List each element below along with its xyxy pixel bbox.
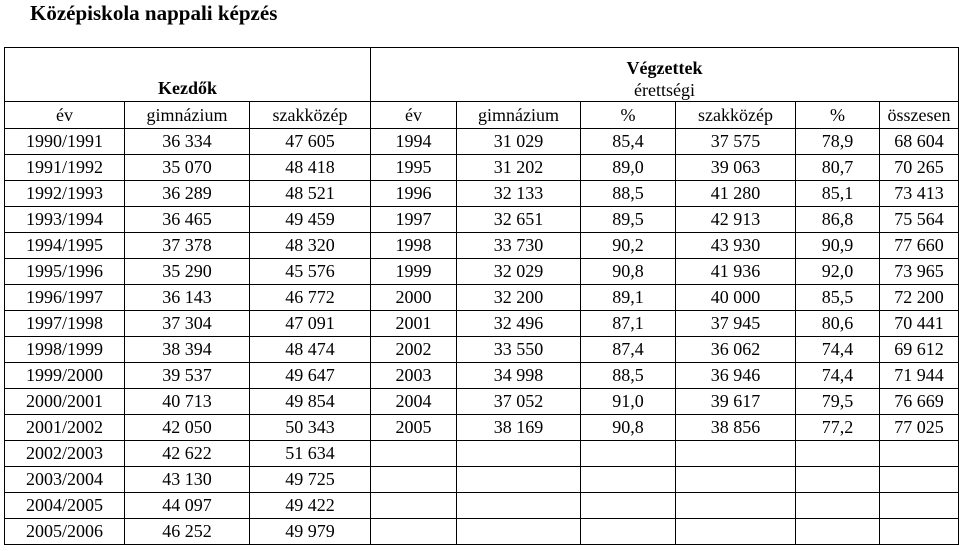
table-cell: 90,2 bbox=[581, 233, 676, 259]
table-cell: 36 143 bbox=[125, 285, 250, 311]
table-cell bbox=[676, 493, 796, 519]
table-cell: 32 029 bbox=[457, 259, 581, 285]
group-header-row bbox=[5, 48, 959, 102]
table-cell bbox=[581, 467, 676, 493]
table-cell: 36 946 bbox=[676, 363, 796, 389]
table-cell: 1995 bbox=[371, 155, 457, 181]
table-cell: 1996/1997 bbox=[5, 285, 125, 311]
column-header: szakközép bbox=[676, 102, 796, 129]
exam-label: érettségi bbox=[634, 80, 695, 100]
table-cell: 2002 bbox=[371, 337, 457, 363]
table-cell: 89,5 bbox=[581, 207, 676, 233]
table-row bbox=[5, 415, 959, 441]
table-row bbox=[5, 441, 959, 467]
table-row bbox=[5, 337, 959, 363]
table-cell: 48 320 bbox=[250, 233, 371, 259]
table-cell: 88,5 bbox=[581, 363, 676, 389]
education-table bbox=[4, 47, 959, 545]
table-cell: 39 617 bbox=[676, 389, 796, 415]
table-cell: 87,4 bbox=[581, 337, 676, 363]
table-cell: 72 200 bbox=[880, 285, 959, 311]
table-cell: 43 130 bbox=[125, 467, 250, 493]
table-cell: 46 772 bbox=[250, 285, 371, 311]
table-cell bbox=[880, 493, 959, 519]
graduated-header bbox=[371, 48, 959, 102]
table-cell: 2000 bbox=[371, 285, 457, 311]
table-cell: 37 378 bbox=[125, 233, 250, 259]
table-cell: 85,4 bbox=[581, 129, 676, 155]
table-cell: 51 634 bbox=[250, 441, 371, 467]
table-cell: 40 713 bbox=[125, 389, 250, 415]
table-row bbox=[5, 233, 959, 259]
table-cell: 77 025 bbox=[880, 415, 959, 441]
table-cell: 49 725 bbox=[250, 467, 371, 493]
table-cell: 36 334 bbox=[125, 129, 250, 155]
table-cell bbox=[796, 519, 880, 545]
table-cell: 38 394 bbox=[125, 337, 250, 363]
table-cell: 37 304 bbox=[125, 311, 250, 337]
table-cell: 2002/2003 bbox=[5, 441, 125, 467]
table-row bbox=[5, 207, 959, 233]
table-cell bbox=[796, 467, 880, 493]
table-cell: 32 133 bbox=[457, 181, 581, 207]
table-cell: 1997/1998 bbox=[5, 311, 125, 337]
table-cell: 1990/1991 bbox=[5, 129, 125, 155]
table-cell: 2004/2005 bbox=[5, 493, 125, 519]
table-cell bbox=[581, 493, 676, 519]
table-cell bbox=[457, 441, 581, 467]
table-row bbox=[5, 129, 959, 155]
table-cell: 91,0 bbox=[581, 389, 676, 415]
column-header: év bbox=[371, 102, 457, 129]
table-cell: 48 521 bbox=[250, 181, 371, 207]
table-cell: 78,9 bbox=[796, 129, 880, 155]
table-cell: 1994/1995 bbox=[5, 233, 125, 259]
table-cell bbox=[880, 519, 959, 545]
table-cell: 42 913 bbox=[676, 207, 796, 233]
table-cell: 2003 bbox=[371, 363, 457, 389]
table-cell: 37 052 bbox=[457, 389, 581, 415]
table-cell: 1998/1999 bbox=[5, 337, 125, 363]
table-cell: 40 000 bbox=[676, 285, 796, 311]
table-cell: 49 459 bbox=[250, 207, 371, 233]
table-cell: 41 936 bbox=[676, 259, 796, 285]
table-cell: 33 550 bbox=[457, 337, 581, 363]
table-cell: 74,4 bbox=[796, 363, 880, 389]
table-cell: 70 265 bbox=[880, 155, 959, 181]
table-cell: 1991/1992 bbox=[5, 155, 125, 181]
table-cell bbox=[457, 467, 581, 493]
table-cell: 1993/1994 bbox=[5, 207, 125, 233]
table-cell: 77,2 bbox=[796, 415, 880, 441]
table-cell: 80,6 bbox=[796, 311, 880, 337]
table-cell: 92,0 bbox=[796, 259, 880, 285]
table-cell: 36 062 bbox=[676, 337, 796, 363]
table-cell: 89,1 bbox=[581, 285, 676, 311]
table-cell: 43 930 bbox=[676, 233, 796, 259]
table-cell: 32 200 bbox=[457, 285, 581, 311]
table-cell: 75 564 bbox=[880, 207, 959, 233]
page-title: Középiskola nappali képzés bbox=[30, 1, 278, 25]
table-cell: 2005/2006 bbox=[5, 519, 125, 545]
table-row bbox=[5, 285, 959, 311]
table-cell: 38 169 bbox=[457, 415, 581, 441]
table-cell: 2003/2004 bbox=[5, 467, 125, 493]
table-cell bbox=[457, 519, 581, 545]
table-cell: 1996 bbox=[371, 181, 457, 207]
table-cell: 71 944 bbox=[880, 363, 959, 389]
column-header: % bbox=[796, 102, 880, 129]
table-cell: 47 605 bbox=[250, 129, 371, 155]
table-cell: 1997 bbox=[371, 207, 457, 233]
table-cell: 48 474 bbox=[250, 337, 371, 363]
table-cell: 42 622 bbox=[125, 441, 250, 467]
table-cell bbox=[371, 441, 457, 467]
table-cell bbox=[676, 519, 796, 545]
table-cell: 90,9 bbox=[796, 233, 880, 259]
table-cell: 80,7 bbox=[796, 155, 880, 181]
table-cell: 86,8 bbox=[796, 207, 880, 233]
table-cell: 44 097 bbox=[125, 493, 250, 519]
table-cell: 89,0 bbox=[581, 155, 676, 181]
table-cell bbox=[581, 441, 676, 467]
table-row bbox=[5, 181, 959, 207]
column-header: szakközép bbox=[250, 102, 371, 129]
table-row bbox=[5, 493, 959, 519]
table-cell: 39 063 bbox=[676, 155, 796, 181]
table-cell: 38 856 bbox=[676, 415, 796, 441]
table-cell bbox=[581, 519, 676, 545]
table-cell: 46 252 bbox=[125, 519, 250, 545]
table-cell bbox=[457, 493, 581, 519]
starters-header: Kezdők bbox=[5, 48, 371, 102]
table-row bbox=[5, 363, 959, 389]
table-cell bbox=[371, 467, 457, 493]
table-cell: 35 290 bbox=[125, 259, 250, 285]
table-cell: 87,1 bbox=[581, 311, 676, 337]
table-cell: 90,8 bbox=[581, 415, 676, 441]
table-row bbox=[5, 259, 959, 285]
table-cell: 2001/2002 bbox=[5, 415, 125, 441]
table-cell bbox=[796, 493, 880, 519]
table-cell: 1998 bbox=[371, 233, 457, 259]
table-cell: 74,4 bbox=[796, 337, 880, 363]
column-header: gimnázium bbox=[457, 102, 581, 129]
table-cell bbox=[676, 441, 796, 467]
table-cell: 77 660 bbox=[880, 233, 959, 259]
table-cell: 39 537 bbox=[125, 363, 250, 389]
table-cell: 49 647 bbox=[250, 363, 371, 389]
table-cell: 88,5 bbox=[581, 181, 676, 207]
table-cell: 79,5 bbox=[796, 389, 880, 415]
column-header: összesen bbox=[880, 102, 959, 129]
table-cell: 70 441 bbox=[880, 311, 959, 337]
table-cell: 37 575 bbox=[676, 129, 796, 155]
table-cell: 1992/1993 bbox=[5, 181, 125, 207]
table-cell: 31 202 bbox=[457, 155, 581, 181]
column-header: % bbox=[581, 102, 676, 129]
table-cell bbox=[880, 441, 959, 467]
table-cell: 34 998 bbox=[457, 363, 581, 389]
table-cell bbox=[796, 441, 880, 467]
table-cell bbox=[371, 519, 457, 545]
table-row bbox=[5, 389, 959, 415]
table-cell: 90,8 bbox=[581, 259, 676, 285]
table-cell: 41 280 bbox=[676, 181, 796, 207]
table-cell: 2001 bbox=[371, 311, 457, 337]
table-cell bbox=[676, 467, 796, 493]
table-row bbox=[5, 467, 959, 493]
table-cell: 35 070 bbox=[125, 155, 250, 181]
table-cell: 45 576 bbox=[250, 259, 371, 285]
table-cell: 1995/1996 bbox=[5, 259, 125, 285]
table-cell: 69 612 bbox=[880, 337, 959, 363]
table-cell: 49 422 bbox=[250, 493, 371, 519]
table-cell: 47 091 bbox=[250, 311, 371, 337]
table-cell: 36 465 bbox=[125, 207, 250, 233]
table-cell: 1999 bbox=[371, 259, 457, 285]
table-cell: 1999/2000 bbox=[5, 363, 125, 389]
table-cell: 48 418 bbox=[250, 155, 371, 181]
table-row bbox=[5, 311, 959, 337]
table-row bbox=[5, 155, 959, 181]
graduated-label: Végzettek bbox=[626, 58, 703, 78]
table-cell bbox=[880, 467, 959, 493]
table-cell: 68 604 bbox=[880, 129, 959, 155]
table-cell: 32 496 bbox=[457, 311, 581, 337]
table-row bbox=[5, 519, 959, 545]
table-cell: 33 730 bbox=[457, 233, 581, 259]
column-header: gimnázium bbox=[125, 102, 250, 129]
table-cell: 49 979 bbox=[250, 519, 371, 545]
table-cell: 85,5 bbox=[796, 285, 880, 311]
table-cell: 73 965 bbox=[880, 259, 959, 285]
table-cell: 2004 bbox=[371, 389, 457, 415]
table-cell: 31 029 bbox=[457, 129, 581, 155]
table-cell: 85,1 bbox=[796, 181, 880, 207]
table-cell: 49 854 bbox=[250, 389, 371, 415]
table-cell: 2000/2001 bbox=[5, 389, 125, 415]
table-cell: 2005 bbox=[371, 415, 457, 441]
table-cell: 73 413 bbox=[880, 181, 959, 207]
column-header-row bbox=[5, 102, 959, 129]
column-header: év bbox=[5, 102, 125, 129]
table-cell bbox=[371, 493, 457, 519]
table-cell: 37 945 bbox=[676, 311, 796, 337]
table-cell: 42 050 bbox=[125, 415, 250, 441]
table-cell: 76 669 bbox=[880, 389, 959, 415]
table-cell: 50 343 bbox=[250, 415, 371, 441]
table-cell: 36 289 bbox=[125, 181, 250, 207]
table-cell: 1994 bbox=[371, 129, 457, 155]
table-cell: 32 651 bbox=[457, 207, 581, 233]
